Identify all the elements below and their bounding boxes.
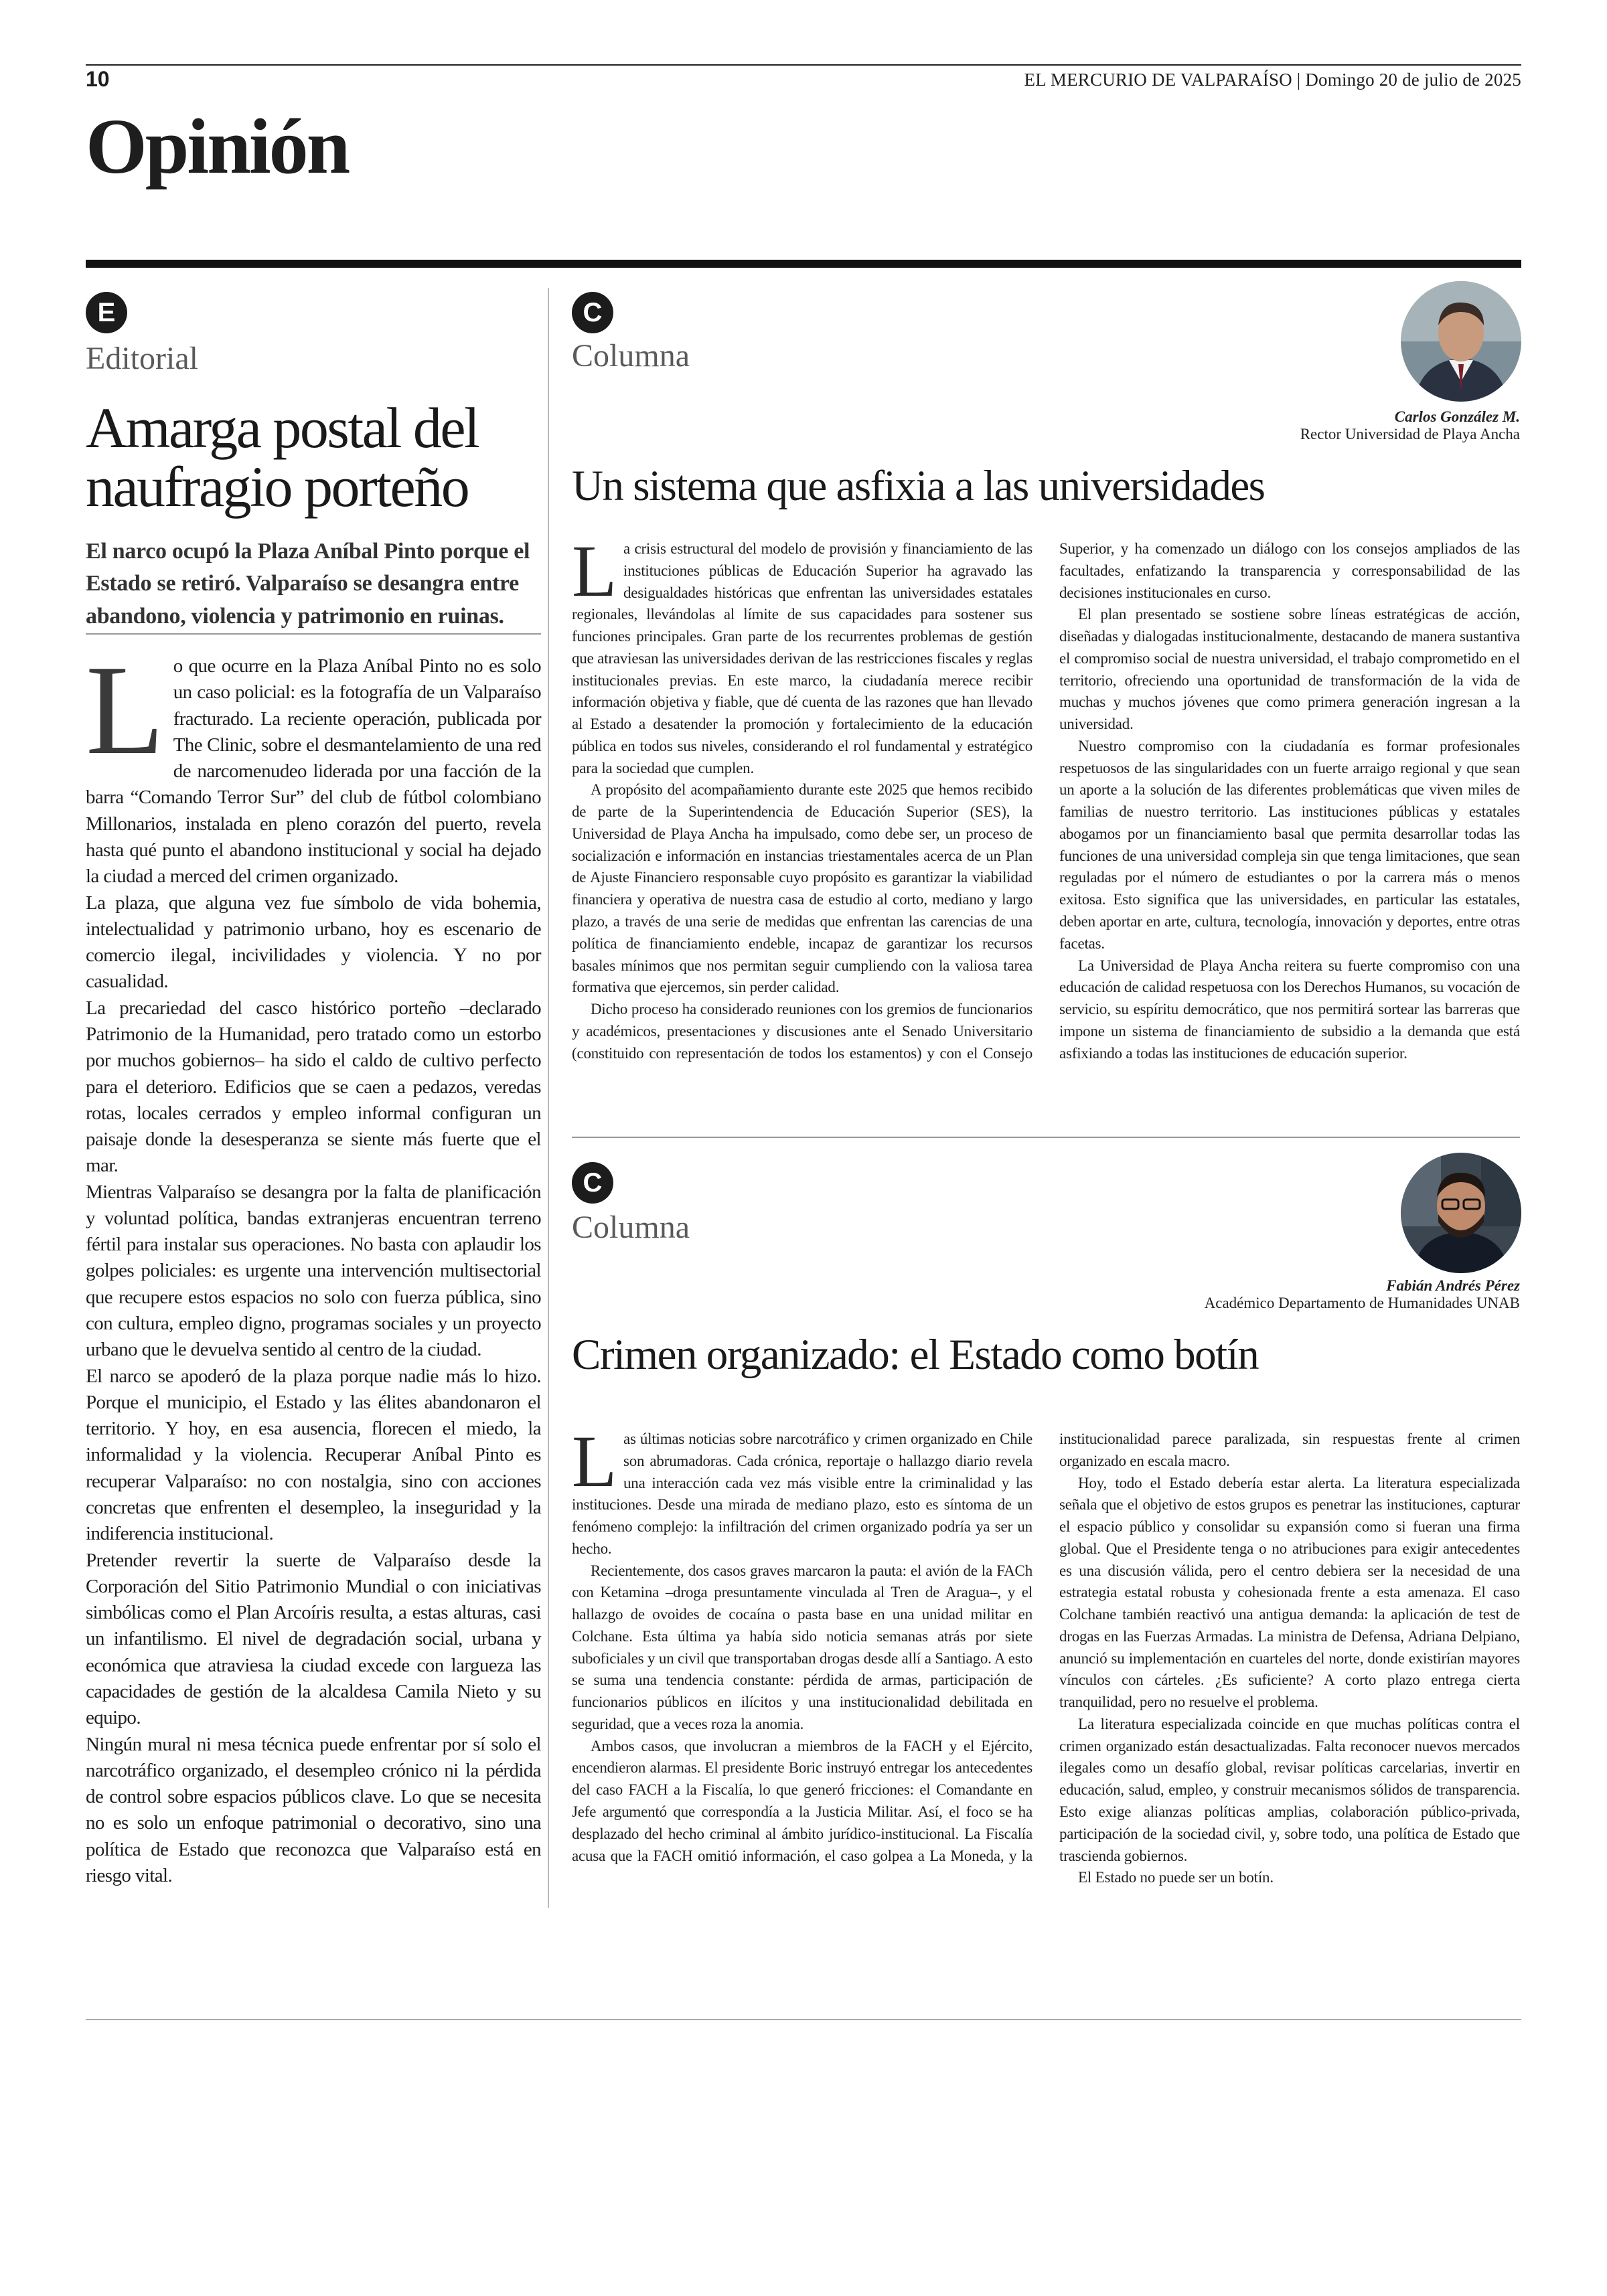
column1-paragraph: Nuestro compromiso con la ciudadanía es formar profesionales respetuosos de las singularidades con un fuerte arraigo regional y que sean un aporte a la solución de las diferentes problemáticas que viven miles de familias de nuestro territorio. Las instituciones públicas y estatales abogamos por un financiamiento basal que permita desarrollar todas las funciones de una universidad compleja sin que tenga limitaciones, que sean reguladas por el número de estudiantes o por la carrera más o menos exitosa. Esto significa que las universidades, en particular las estatales, deben aportar en arte, cultura, tecnología, innovación y deportes, entre otras facetas. (1059, 737, 1520, 952)
column1-author: Carlos González M. (1394, 408, 1520, 425)
editorial-paragraph: o que ocurre en la Plaza Aníbal Pinto no es solo un caso policial: es la fotografía de un Valparaíso fracturado. La reciente operación, publicada por The Clinic, sobre el desmantelamiento de una red de narcomenudeo liderada por una facción de la barra “Comando Terror Sur” del club de fútbol colombiano Millonarios, instalada en pleno corazón del puerto, revela hasta qué punto el abandono institucional y social ha dejado la ciudad a merced del crimen organizado. (86, 655, 541, 888)
author-photo-fabian (1401, 1153, 1521, 1273)
column1-title: Un sistema que asfixia a las universidades (572, 462, 1265, 510)
editorial-title: Amarga postal del naufragio porteño (86, 396, 479, 519)
column2-byline (1071, 1277, 1520, 1312)
column2-paragraph: La literatura especializada coincide en que muchas políticas contra el crimen organizado están desactualizadas. Falta reconocer nuevos mercados ilegales como un desafío global, revisar políticas carcelarias, invertir en educación, salud, empleo, y construir mecanismos sólidos de transparencia. Esto exige alianzas políticas amplias, colaboración público-privada, participación de la sociedad civil, y, sobre todo, una política de Estado que trascienda gobiernos. (1059, 1715, 1520, 1864)
column1-dropcap: L (572, 530, 617, 612)
page-number: 10 (86, 67, 110, 91)
editorial-lead: El narco ocupó la Plaza Aníbal Pinto porque el Estado se retiró. Valparaíso se desangra entre abandono, violencia y patrimonio en ruinas. (86, 539, 530, 629)
editorial-paragraph: Mientras Valparaíso se desangra por la falta de planificación y voluntad política, bandas extranjeras encuentran terreno fértil para instalar sus operaciones. No basta con aplaudir los golpes policiales: es urgente una intervención multisectorial que recupere estos espacios no solo con fuerza pública, sino con cultura, empleo digno, programas sociales y un proyecto urbano que le devuelva sentido al centro de la ciudad. (86, 1181, 541, 1361)
editorial-body (86, 639, 541, 1889)
column1-body (572, 530, 1520, 1118)
column2-title: Crimen organizado: el Estado como botín (572, 1331, 1259, 1379)
section-title: Opinión (86, 102, 349, 190)
section-rule (86, 260, 1521, 268)
column2-paragraph: as últimas noticias sobre narcotráfico y crimen organizado en Chile son abrumadoras. Cada crónica, reportaje o hallazgo diario revela una interacción cada vez más visible entre la criminalidad y las instituciones. Desde una mirada de mediano plazo, esto es síntoma de un fenómeno complejo: la infiltración del crimen organizado podría ya ser un hecho. (572, 1430, 1032, 1557)
column1-paragraph: A propósito del acompañamiento durante este 2025 que hemos recibido de parte de la Superintendencia de Educación Superior (SES), la Universidad de Playa Ancha ha impulsado, como debe ser, un proceso de socialización e información en instancias triestamentales acerca de un Plan de Ajuste Financiero responsable cuyo propósito es garantizar la viabilidad financiera y operativa de nuestra casa de estudio al corto, mediano y largo plazo, a través de una serie de medidas que enfrentan las carencias de una política de financiamiento endeble, incapaz de garantizar los recursos basales mínimos que nos permitan seguir cumpliendo con la valiosa tarea formativa que ejercemos, sin perder calidad. (572, 781, 1032, 996)
column1-paragraph: El plan presentado se sostiene sobre líneas estratégicas de acción, diseñadas y dialogadas institucionalmente, destacando de manera sustantiva el compromiso social de nuestra universidad, el trabajo comprometido en el territorio, ofreciendo una oportunidad de transformación de la vida de muchas y muchos jóvenes que como primera generación ingresan a la universidad. (1059, 606, 1520, 733)
column2-author: Fabián Andrés Pérez (1386, 1277, 1520, 1294)
column1-paragraph: Dicho proceso ha considerado reuniones con los gremios de funcionarios y académicos, presentaciones y discusiones ante el Senado Universitario (constituido con representación de todos los estamentos) y con el Consejo Superior, y ha comenzado un diálogo con los consejos ampliados de las facultades, enfatizando la transparencia y corresponsabilidad de las decisiones institucionales en curso. (572, 540, 1520, 1062)
column1-byline (1071, 408, 1520, 443)
editorial-dropcap: L (86, 639, 164, 781)
editorial-paragraph: Ningún mural ni mesa técnica puede enfrentar por sí solo el narcotráfico organizado, el desempleo crónico ni la pérdida de control sobre espacios públicos clave. Lo que se necesita no es solo un enfoque patrimonial o decorativo, sino una política de Estado que reconozca que Valparaíso está en riesgo vital. (86, 1733, 541, 1886)
editorial-paragraph: La precariedad del casco histórico porteño –declarado Patrimonio de la Humanidad, pero tratado como un estorbo por muchos gobiernos– ha sido el caldo de cultivo perfecto para el deterioro. Edificios que se caen a pedazos, veredas rotas, locales cerrados y empleo informal configuran un paisaje donde la desesperanza se siente más fuerte que el mar. (86, 997, 541, 1177)
bottom-rule (86, 2019, 1521, 2020)
column2-paragraph: Ambos casos, que involucran a miembros de la FACH y el Ejército, encendieron alarmas. El presidente Boric instruyó entregar los antecedentes del caso FACH a la Fiscalía, lo que generó fricciones: el Comandante en Jefe argumentó que correspondía a la Justicia Militar. Así, el foco se ha desplazado del hecho criminal al ámbito jurídico-institucional. La Fiscalía acusa que la FACH omitió información, el caso golpea a La Moneda, y la institucionalidad parece paralizada, sin respuestas frente al crimen organizado en escala macro. (572, 1430, 1520, 1864)
column2-kicker: Columna (572, 1210, 690, 1245)
editorial-lead-rule (86, 633, 541, 635)
column-separator (548, 288, 549, 1908)
column1-role: Rector Universidad de Playa Ancha (1300, 426, 1520, 442)
column1-paragraph: La Universidad de Playa Ancha reitera su fuerte compromiso con una educación de calidad respetuosa con los Derechos Humanos, su vocación de servicio, su espíritu democrático, que nos permitirá sortear las barreras que impone un sistema de financiamiento de subsidio a la demanda que está asfixiando a todas las instituciones de educación superior. (1059, 957, 1520, 1062)
editorial-paragraph: La plaza, que alguna vez fue símbolo de vida bohemia, intelectualidad y patrimonio urbano, hoy es escenario de comercio ilegal, incivilidades y violencia. Y no por casualidad. (86, 892, 541, 993)
top-rule (86, 64, 1521, 66)
column2-body (572, 1420, 1520, 1910)
column2-paragraph: El Estado no puede ser un botín. (1078, 1869, 1274, 1886)
column2-role: Académico Departamento de Humanidades UNAB (1204, 1295, 1520, 1311)
column1-badge: C (572, 292, 613, 333)
column2-dropcap: L (572, 1420, 617, 1502)
column-divider (572, 1137, 1520, 1138)
column2-paragraph: Hoy, todo el Estado debería estar alerta. La literatura especializada señala que el objetivo de estos grupos es penetrar las instituciones, capturar el espacio público y consolidar su expansión como si fueran una firma global. Que el Presidente tenga o no atribuciones para exigir antecedentes es una discusión válida, pero el centro debiera ser la necesidad de una estrategia estatal robusta y cohesionada frente a esta amenaza. El caso Colchane también reactivó una antigua demanda: la aplicación de test de drogas en las Fuerzas Armadas. La ministra de Defensa, Adriana Delpiano, anunció su implementación en cuarteles del norte, donde existirían mayores vínculos con cárteles. ¿Es suficiente? A corto plazo entrega cierta tranquilidad, pero no resuelve el problema. (1059, 1474, 1520, 1711)
column1-kicker: Columna (572, 338, 690, 374)
column2-badge: C (572, 1162, 613, 1204)
column1-paragraph: a crisis estructural del modelo de provisión y financiamiento de las instituciones públicas de Educación Superior ha agravado las desigualdades históricas que enfrentan las universidades estatales regionales, llevándolas al límite de sus capacidades para sostener sus funciones principales. Gran parte de los recurrentes problemas de gestión que atraviesan las universidades derivan de las restricciones fiscales y reglas institucionales previas. En este marco, la ciudadanía merece recibir información objetiva y fiable, que dé cuenta de las razones que han llevado al Estado a desatender la promoción y fortalecimiento de la educación pública en todos sus niveles, considerando el rol fundamental y estratégico para la sociedad que cumplen. (572, 540, 1032, 776)
editorial-paragraph: El narco se apoderó de la plaza porque nadie más lo hizo. Porque el municipio, el Estado y las élites abandonaron el territorio. Y hoy, en esa ausencia, florecen el miedo, la informalidad y la violencia. Recuperar Aníbal Pinto es recuperar Valparaíso: no con nostalgia, sino con acciones concretas que enfrenten el desempleo, la inseguridad y la indiferencia institucional. (86, 1365, 541, 1545)
editorial-badge: E (86, 292, 127, 333)
author-photo-carlos (1401, 281, 1521, 402)
column2-paragraph: Recientemente, dos casos graves marcaron la pauta: el avión de la FACh con Ketamina –droga presuntamente vinculada al Tren de Aragua–, y el hallazgo de ovoides de cocaína o pasta base en una unidad militar en Colchane. Esta última ya había sido noticia semanas atrás por siete suboficiales y un civil que transportaban drogas desde allí a Santiago. A esto se suma una tendencia constante: pérdida de armas, participación de funcionarios públicos en ilícitos y una institucionalidad debilitada en seguridad, que a veces roza la anomia. (572, 1562, 1032, 1732)
folio: EL MERCURIO DE VALPARAÍSO | Domingo 20 de julio de 2025 (1024, 70, 1521, 90)
editorial-kicker: Editorial (86, 341, 198, 376)
editorial-paragraph: Pretender revertir la suerte de Valparaíso desde la Corporación del Sitio Patrimonio Mundial o con iniciativas simbólicas como el Plan Arcoíris resulta, a estas alturas, casi un infantilismo. El nivel de degradación social, urbana y económica que atraviesa la ciudad excede con largueza las capacidades de gestión de la alcaldesa Camila Nieto y su equipo. (86, 1549, 541, 1729)
